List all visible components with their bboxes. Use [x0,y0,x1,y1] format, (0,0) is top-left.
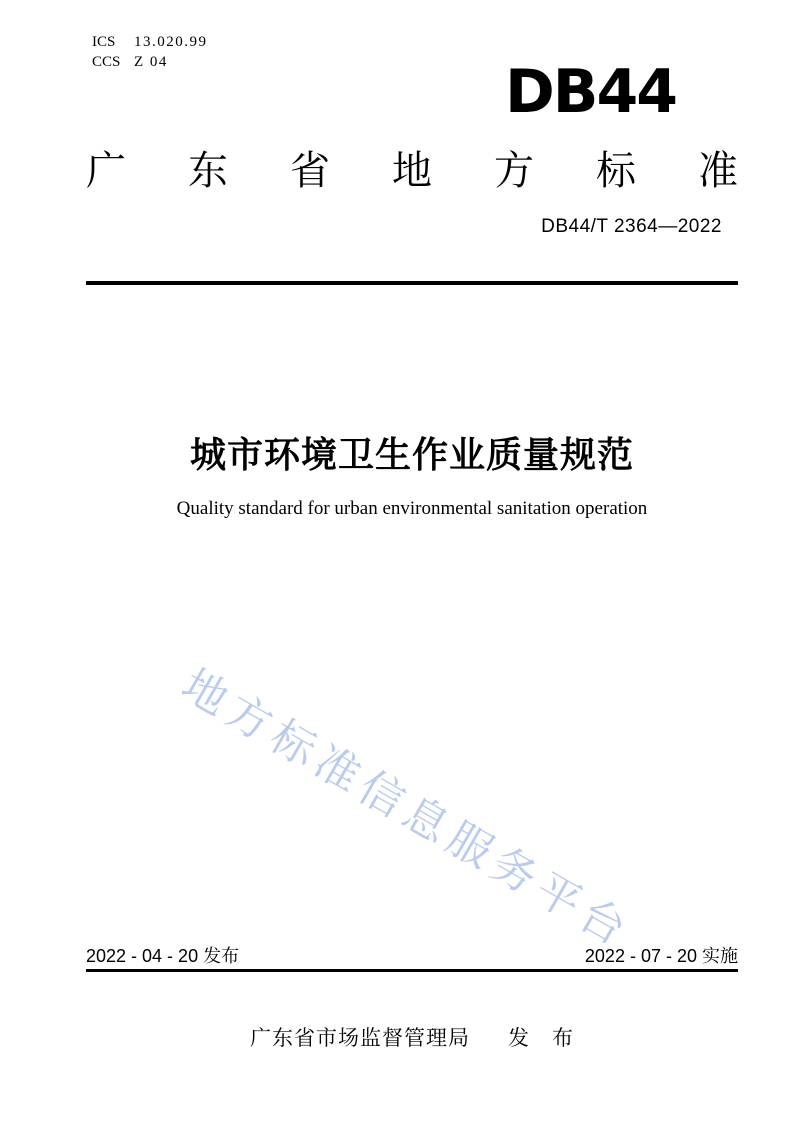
db44-logo: DB44 [504,57,676,127]
standard-number: DB44/T 2364—2022 [541,216,722,237]
bottom-divider-rule [86,969,738,972]
watermark-text: 地方标准信息服务平台 [173,660,640,958]
ccs-value: Z 04 [134,54,168,70]
ics-label: ICS [92,34,116,50]
document-title-cn: 城市环境卫生作业质量规范 [189,434,634,475]
standard-category-title: 广 东 省 地 方 标 准 [86,149,738,193]
implementation-date: 2022 - 07 - 20 实施 [584,946,738,966]
publisher-row [86,1022,738,1052]
classification-codes [92,32,208,72]
document-title-en: Quality standard for urban environmental sanitation operation [176,498,648,519]
ics-value: 13.020.99 [134,34,208,50]
top-divider-rule [86,281,738,285]
ics-code [92,32,208,52]
issue-date: 2022 - 04 - 20 发布 [86,946,240,966]
ccs-label: CCS [92,54,121,70]
ccs-code [92,52,208,72]
date-row [86,942,738,968]
publish-verb: 发 布 [508,1027,574,1050]
publisher-name: 广东省市场监督管理局 [250,1027,470,1050]
